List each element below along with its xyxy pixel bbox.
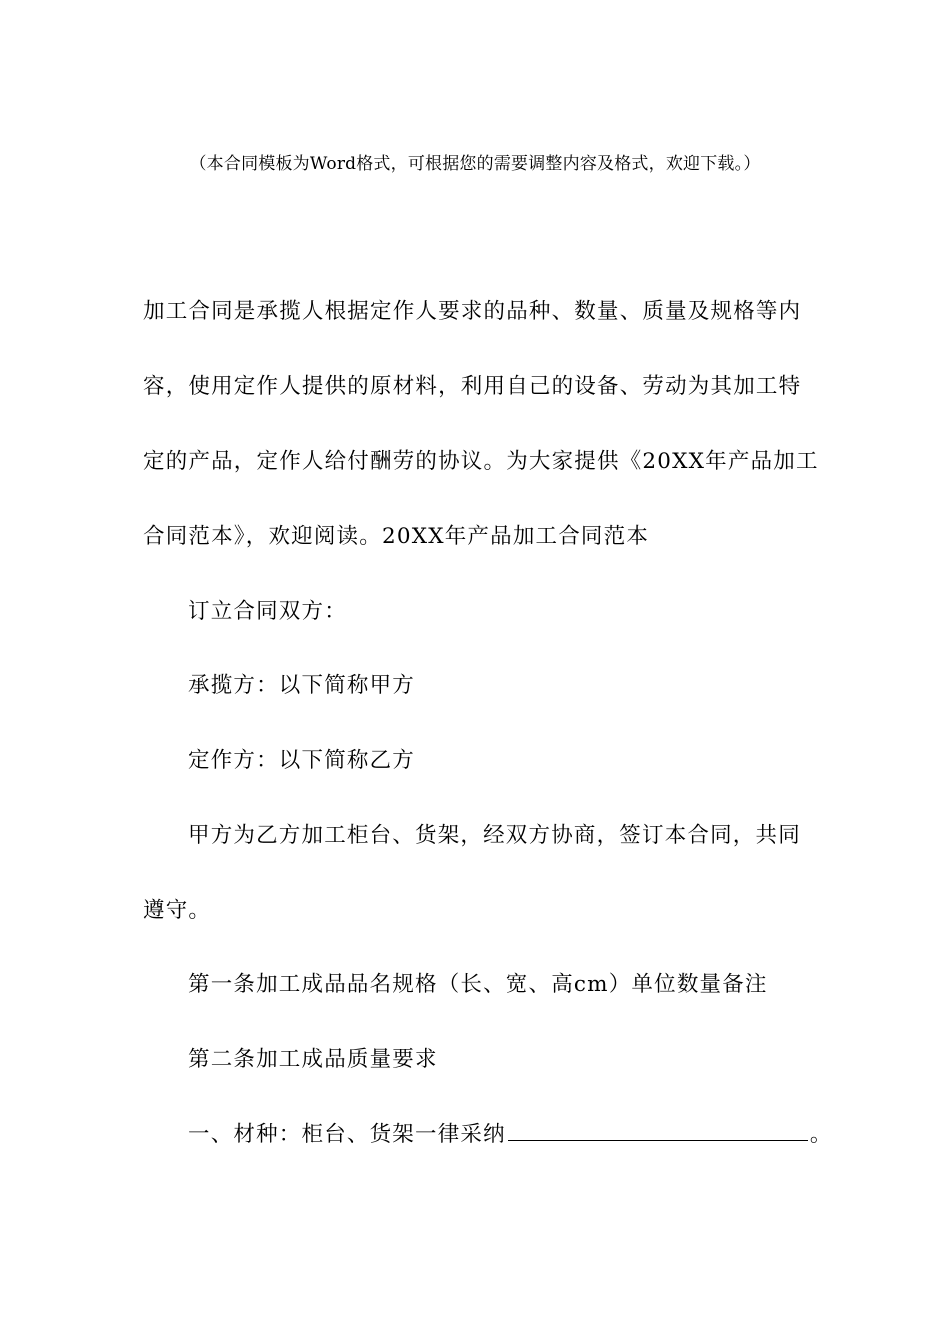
intro-line-1: 加工合同是承揽人根据定作人要求的品种、数量、质量及规格等内 <box>143 299 802 324</box>
template-note: （本合同模板为Word格式，可根据您的需要调整内容及格式，欢迎下载。） <box>189 154 761 174</box>
orderer-line: 定作方：以下简称乙方 <box>188 748 416 773</box>
item-1-period: 。 <box>809 1122 833 1147</box>
agreement-line-1: 甲方为乙方加工柜台、货架，经双方协商，签订本合同，共同 <box>188 823 801 848</box>
intro-line-4: 合同范本》，欢迎阅读。20XX年产品加工合同范本 <box>143 524 650 549</box>
article-2-item-1 <box>188 1120 833 1150</box>
item-1-text: 一、材种：柜台、货架一律采纳 <box>188 1122 506 1147</box>
agreement-line-2: 遵守。 <box>143 898 212 923</box>
fill-in-blank <box>508 1120 808 1141</box>
intro-line-2: 容，使用定作人提供的原材料，利用自己的设备、劳动为其加工特 <box>143 374 802 399</box>
article-1: 第一条加工成品品名规格（长、宽、高cm）单位数量备注 <box>188 972 768 997</box>
article-2: 第二条加工成品质量要求 <box>188 1047 438 1072</box>
intro-line-3: 定的产品，定作人给付酬劳的协议。为大家提供《20XX年产品加工 <box>143 449 819 474</box>
contractor-line: 承揽方：以下简称甲方 <box>188 673 416 698</box>
parties-heading: 订立合同双方： <box>188 599 347 624</box>
